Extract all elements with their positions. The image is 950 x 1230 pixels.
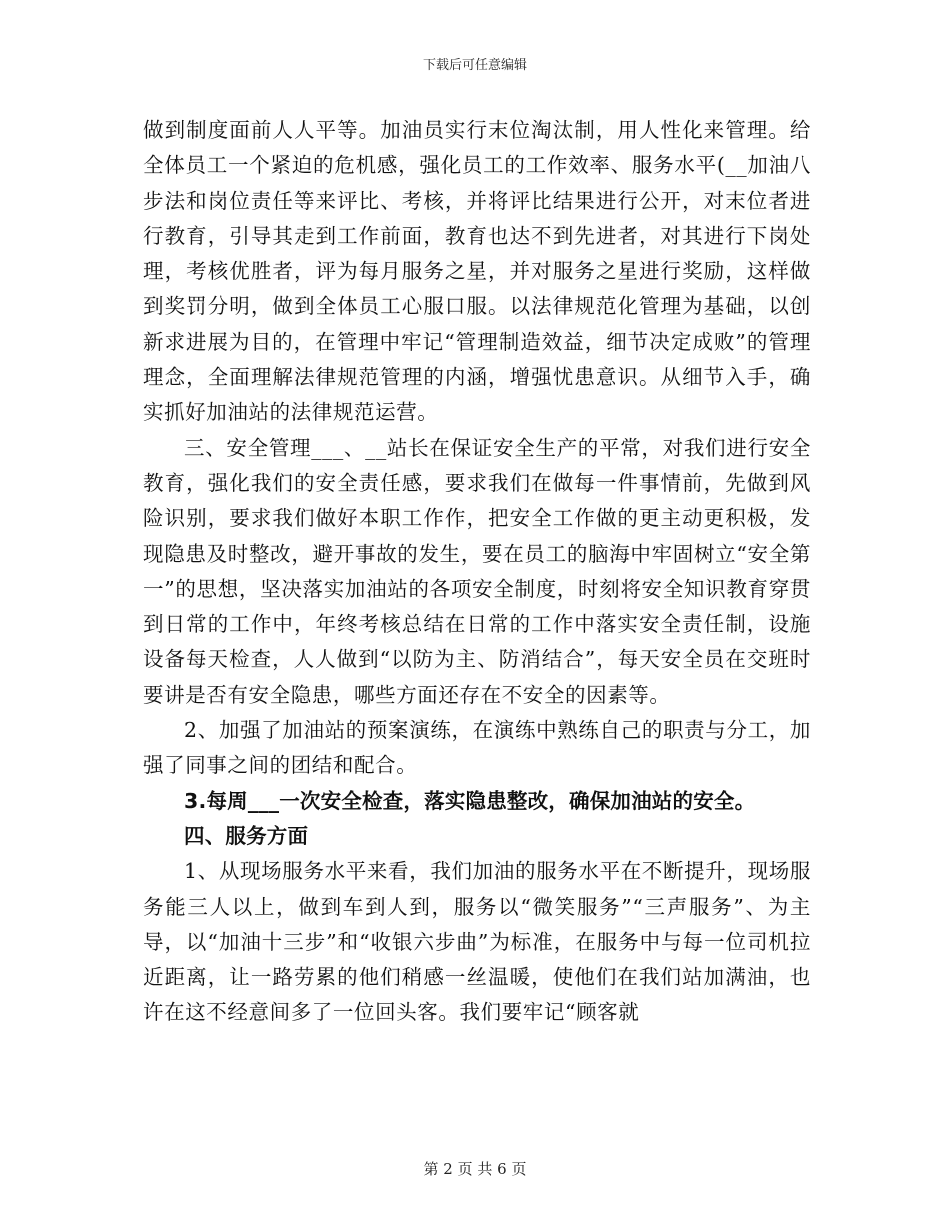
paragraph-management: 做到制度面前人人平等。加油员实行末位淘汰制，用人性化来管理。给全体员工一个紧迫的危机感，强化员工的工作效率、服务水平(__加油八步法和岗位责任等来评比、考核，并将评比结果进行公开，对末位者进行教育，引导其走到工作前面，教育也达不到先进者，对其进行下岗处理，考核优胜者，评为每月服务之星，并对服务之星进行奖励，这样做到奖罚分明，做到全体员工心服口服。以法律规范化管理为基础，以创新求进展为目的，在管理中牢记“管理制造效益，细节决定成败”的管理理念，全面理解法律规范管理的内涵，增强忧患意识。从细节入手，确实抓好加油站的法律规范运营。 — [143, 118, 811, 425]
paragraph-drill: 2、加强了加油站的预案演练，在演练中熟练自己的职责与分工，加强了同事之间的团结和配合。 — [143, 718, 811, 778]
paragraph-weekly-inspection: 3.每周___一次安全检查，落实隐患整改，确保加油站的安全。 — [184, 788, 756, 813]
section-heading-service: 四、服务方面 — [184, 823, 309, 848]
paragraph-service-level: 1、从现场服务水平来看，我们加油的服务水平在不断提升，现场服务能三人以上，做到车到人到，服务以“微笑服务”“三声服务”、为主导，以“加油十三步”和“收银六步曲”为标准，在服务中与每一位司机拉近距离，让一路劳累的他们稍感一丝温暖，使他们在我们站加满油，也许在这不经意间多了一位回头客。我们要牢记“顾客就 — [143, 859, 811, 1025]
paragraph-safety-management: 三、安全管理___、__站长在保证安全生产的平常，对我们进行安全教育，强化我们的安全责任感，要求我们在做每一件事情前，先做到风险识别，要求我们做好本职工作作，把安全工作做的更主动更积极，发现隐患及时整改，避开事故的发生，要在员工的脑海中牢固树立“安全第一”的思想，坚决落实加油站的各项安全制度，时刻将安全知识教育穿贯到日常的工作中，年终考核总结在日常的工作中落实安全责任制，设施设备每天检查，人人做到“以防为主、防消结合”，每天安全员在交班时要讲是否有安全隐患，哪些方面还存在不安全的因素等。 — [143, 435, 811, 707]
page-header: 下载后可任意编辑 — [422, 58, 527, 73]
document-body — [143, 113, 811, 1031]
page-footer: 第 2 页 共 6 页 — [423, 1160, 527, 1178]
